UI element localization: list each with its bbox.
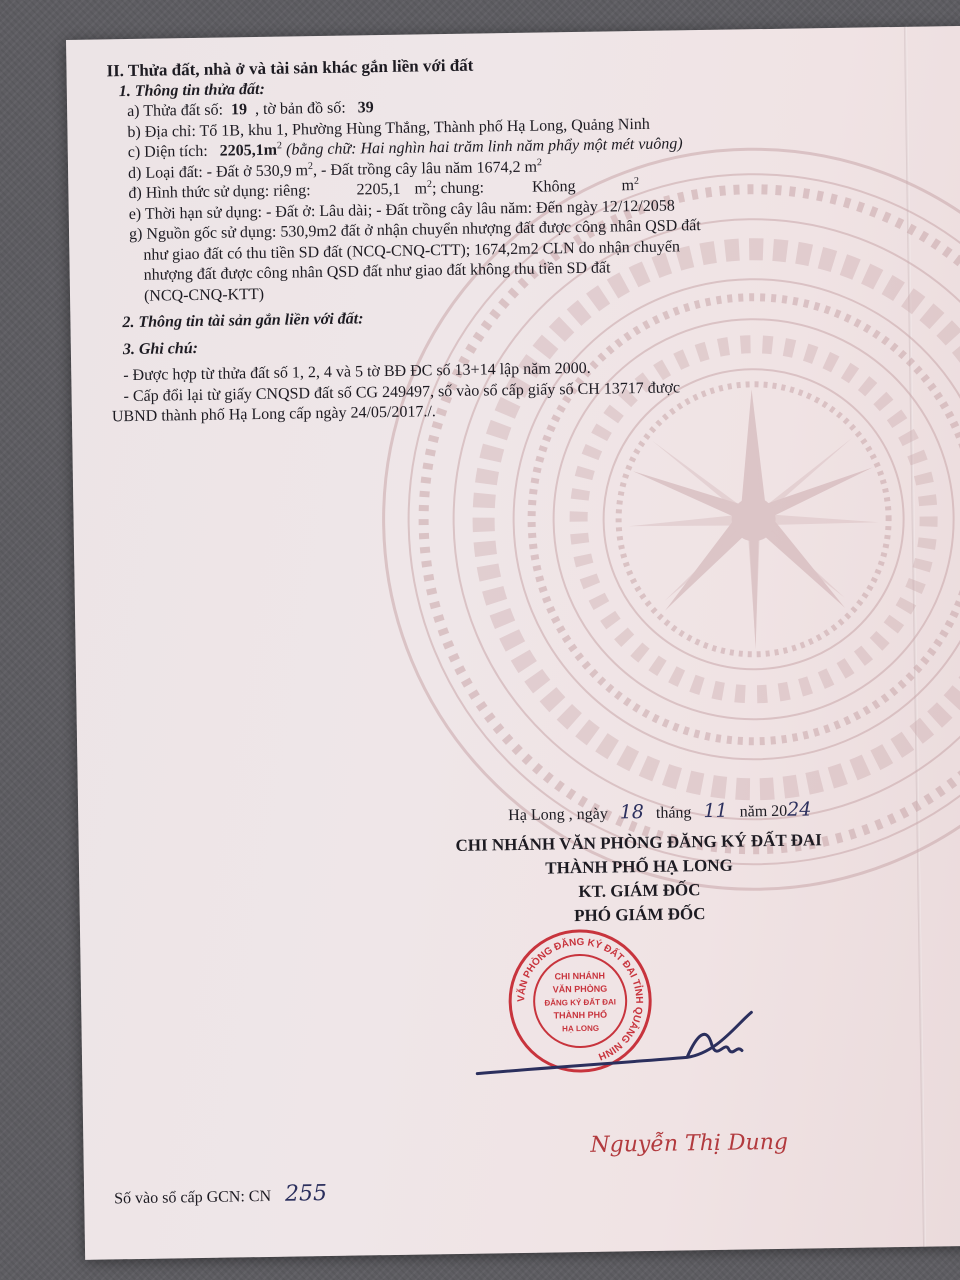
- stamp-center-line-1: CHI NHÁNH: [554, 970, 606, 982]
- common-unit: m: [621, 177, 635, 195]
- area-value: 2205,1m: [219, 141, 278, 160]
- stamp-center-line-4: THÀNH PHỐ: [553, 1009, 608, 1021]
- stamp-center-line-3: ĐĂNG KÝ ĐẤT ĐAI: [544, 997, 617, 1008]
- private-area-unit: m: [414, 180, 428, 198]
- gcn-number: 255: [284, 1181, 328, 1207]
- gcn-registry-line: [114, 1181, 327, 1209]
- year-label: năm 20: [739, 802, 788, 821]
- certificate-page: [66, 26, 960, 1260]
- note-line-3: UBND thành phố Hạ Long cấp ngày 24/05/2017./.: [111, 403, 436, 426]
- stamp-ring-text: VĂN PHÒNG ĐĂNG KÝ ĐẤT ĐAI TỈNH QUẢNG NINH: [516, 937, 645, 1062]
- authorization-title: KT. GIÁM ĐỐC: [578, 880, 701, 902]
- private-area-value: 2205,1: [356, 180, 401, 199]
- usage-form-label: đ) Hình thức sử dụng: riêng:: [128, 182, 311, 203]
- land-type-perennial: , - Đất trồng cây lâu năm 1674,2 m: [312, 158, 538, 179]
- origin-line-1: g) Nguồn gốc sử dụng: 530,9m2 đất ở nhận chuyển nhượng đất được công nhân QSD đất: [128, 217, 701, 244]
- private-area-superscript: 2: [426, 178, 433, 191]
- month-label: tháng: [655, 804, 692, 822]
- perennial-superscript: 2: [536, 156, 543, 168]
- land-info-heading: 1. Thông tin thửa đất:: [118, 80, 265, 100]
- certificate-body: [106, 49, 892, 428]
- office-name-line-1: CHI NHÁNH VĂN PHÒNG ĐĂNG KÝ ĐẤT ĐAI: [455, 830, 822, 855]
- area-label: c) Diện tích:: [127, 142, 208, 162]
- common-label: ; chung:: [431, 179, 485, 198]
- signer-name: Nguyễn Thị Dung: [590, 1129, 789, 1158]
- note-line-1: - Được hợp từ thửa đất số 1, 2, 4 và 5 tờ BĐ ĐC số 13+14 lập năm 2000.: [123, 359, 591, 385]
- origin-line-3: nhượng đất được công nhân QSD đất như giao đất không thu tiền SD đất: [143, 259, 611, 284]
- section-title: II. Thửa đất, nhà ở và tài sản khác gắn liền với đất: [106, 55, 474, 81]
- parcel-label: a) Thửa đất số:: [126, 101, 224, 121]
- note-line-2: - Cấp đổi lại từ giấy CNQSD đất số CG 249497, số vào sổ cấp giấy số CH 13717 được: [123, 378, 681, 405]
- residential-superscript: 2: [307, 160, 314, 172]
- office-name-line-2: THÀNH PHỐ HẠ LONG: [545, 855, 733, 878]
- map-sheet-label: , tờ bản đồ số:: [254, 99, 346, 119]
- signing-place: Hạ Long , ngày: [508, 805, 608, 825]
- common-superscript: 2: [633, 175, 640, 187]
- signing-month: 11: [703, 799, 728, 823]
- address-line: b) Địa chỉ: Tổ 1B, khu 1, Phường Hùng Thắng, Thành phố Hạ Long, Quảng Ninh: [127, 115, 650, 141]
- notes-heading: 3. Ghi chú:: [122, 339, 199, 358]
- signer-name-signature: [585, 1114, 806, 1167]
- stamp-center-line-2: VĂN PHÒNG: [552, 983, 608, 995]
- signer-title: PHÓ GIÁM ĐỐC: [574, 904, 706, 926]
- origin-line-2: như giao đất có thu tiền SD đất (NCQ-CNQ-CTT); 1674,2m2 CLN do nhận chuyển: [143, 237, 681, 264]
- common-value: Không: [531, 178, 576, 196]
- parcel-number: 19: [230, 101, 248, 119]
- gcn-label: Số vào sổ cấp GCN: CN: [114, 1187, 272, 1208]
- handwritten-signature: [466, 994, 767, 1089]
- area-in-words: (bằng chữ: Hai nghìn hai trăm linh năm phẩy một mét vuông): [285, 135, 683, 159]
- signature-block: [418, 798, 860, 931]
- stamp-center-line-5: HẠ LONG: [562, 1023, 600, 1034]
- asset-heading: 2. Thông tin tài sản gắn liền với đất:: [122, 310, 364, 332]
- area-unit-superscript: 2: [276, 140, 283, 152]
- land-type-label: d) Loại đất:: [127, 163, 203, 182]
- signing-day: 18: [619, 801, 645, 824]
- land-type-residential: - Đất ở 530,9 m: [206, 161, 309, 181]
- map-sheet-number: 39: [357, 99, 374, 117]
- usage-term-line: e) Thời hạn sử dụng: - Đất ở: Lâu dài; - Đất trồng cây lâu năm: Đến ngày 12/12/2058: [128, 196, 675, 223]
- origin-line-4: (NCQ-CNQ-KTT): [143, 285, 265, 305]
- signing-year: 24: [787, 798, 812, 821]
